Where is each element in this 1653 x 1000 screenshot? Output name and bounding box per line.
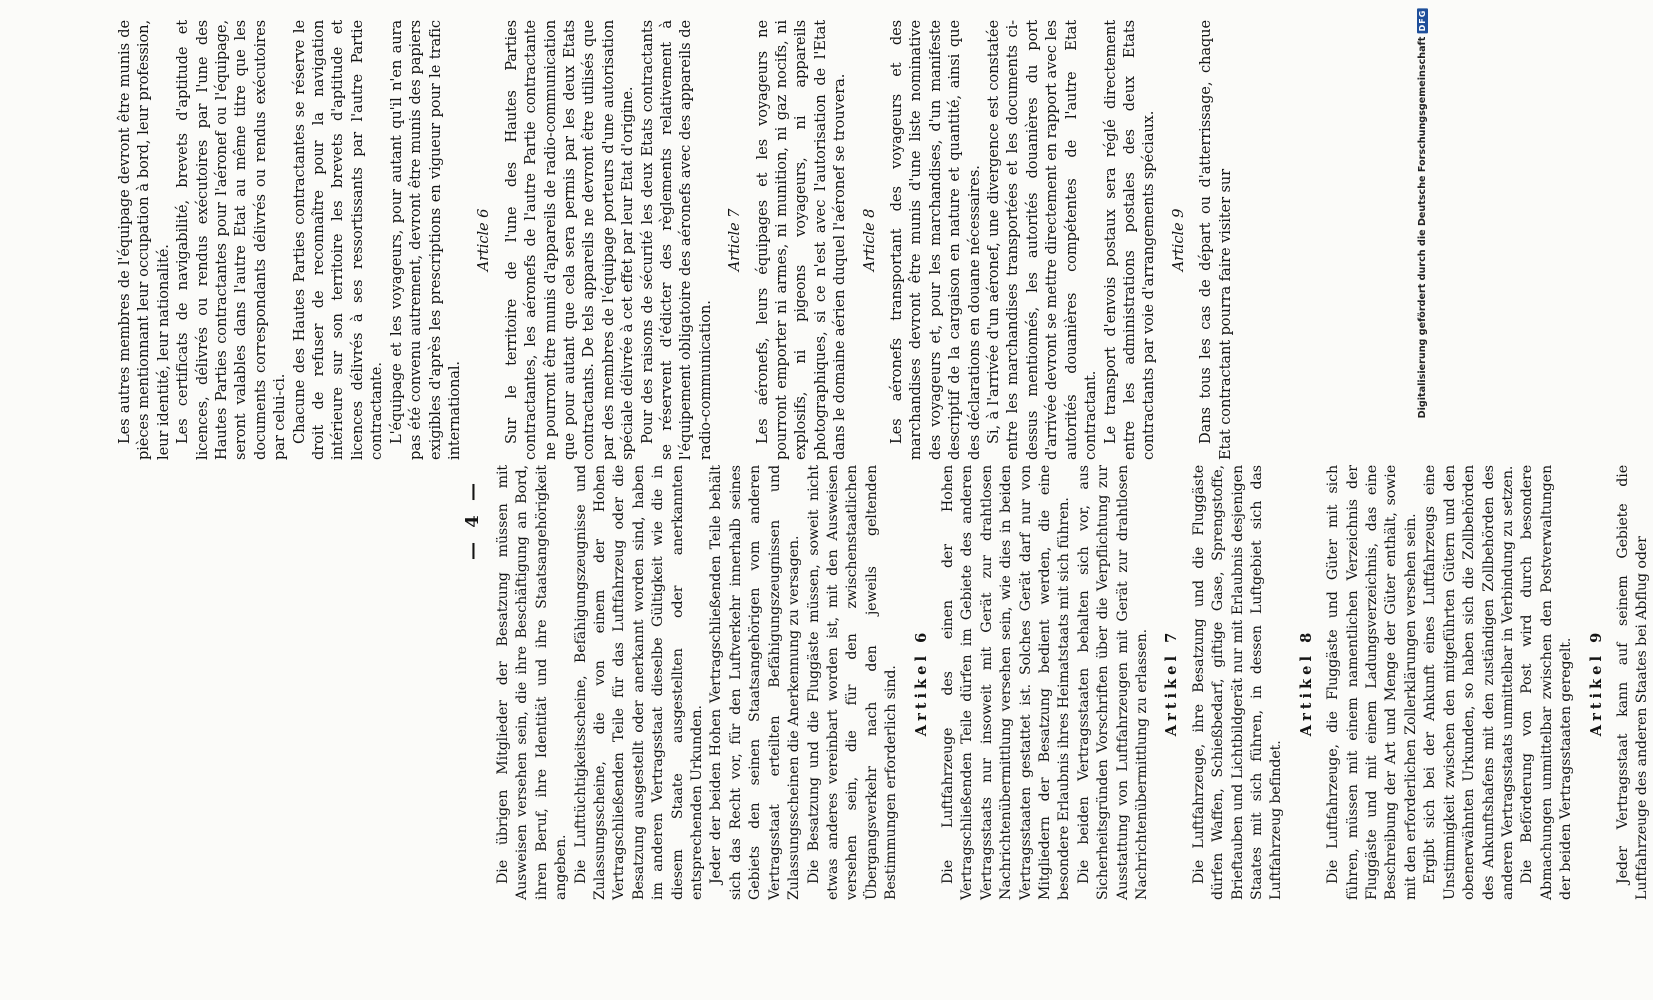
german-paragraph: Die Besatzung und die Fluggäste müssen, soweit nicht etwas anderes vereinbart worden ist, mit den Ausweisen versehen sein, die für den zwischenstaatlichen Übergangsverkehr nach den jeweils geltenden Bestimmungen erforderlich sind. <box>805 465 900 900</box>
german-article-heading: Artikel 8 <box>1297 628 1315 737</box>
french-article-heading: Article 6 <box>475 208 493 272</box>
german-paragraph: Jeder der beiden Hohen Vertragschließenden Teile behält sich das Recht vor, für den Luftverkehr innerhalb seines Gebiets den seinen Staatsangehörigen vom anderen Vertragsstaat erteilten Befähigungszeugnissen und Zulassungsscheinen die Anerkennung zu versagen. <box>708 465 803 900</box>
german-paragraph: Die beiden Vertragsstaaten behalten sich vor, aus Sicherheitsgründen Vorschriften über die Verpflichtung zur Ausstattung von Luftfahrzeugen mit Gerät zur drahtlosen Nachrichtenübermittlung zu erlassen. <box>1075 465 1150 900</box>
german-paragraph: Die Luftfahrzeuge des einen der Hohen Vertragschließenden Teile dürfen im Gebiete des anderen Vertragsstaats nur insoweit mit Gerät zur drahtlosen Nachrichtenübermittlung versehen sein, wie dies in beiden Vertragsstaaten gestattet ist. Solches Gerät darf nur von Mitgliedern der Besatzung bedient werden, die eine besondere Erlaubnis ihres Heimatstaats mit sich führen. <box>939 465 1073 900</box>
french-paragraph: Chacune des Hautes Parties contractantes se réserve le droit de refuser de reconnaître pour la navigation intérieure sur son territoire les brevets d'aptitude et licences délivrés à ses ressortissants par l'autre Partie contractante. <box>290 20 386 460</box>
german-paragraph: Die Luftfahrzeuge, ihre Besatzung und die Fluggäste dürfen Waffen, Schießbedarf, giftige Gase, Sprengstoffe, Brieftauben und Lichtbildgerät nur mit Erlaubnis desjenigen Staates mit sich führen, in dessen Luftgebiet sich das Luftfahrzeug befindet. <box>1190 465 1285 900</box>
french-paragraph: Sur le territoire de l'une des Hautes Parties contractantes, les aéronefs de l'autre Partie contractante ne pourront être munis d'appareils de radio-communication que pour autant que cela sera permis par les deux Etats contractants. De tels appareils ne devront être utilisés que par des membres de l'équipage porteurs d'une autorisation spéciale délivrée à cet effet par leur Etat d'origine. <box>502 20 637 460</box>
dfg-watermark-text: Digitalisierung gefördert durch die Deutsche Forschungsgemeinschaft <box>1417 36 1428 419</box>
french-paragraph: Si, à l'arrivée d'un aéronef, une divergence est constatée entre les marchandises transportées et les documents ci-dessus mentionnés, les autorités douanières du port d'arrivée devront se mettre directement en rapport avec les autorités douanières compétentes de l'autre Etat contractant. <box>985 20 1100 460</box>
french-article-heading: Article 7 <box>726 208 744 272</box>
german-paragraph: Die übrigen Mitglieder der Besatzung müssen mit Ausweisen versehen sein, die ihre Beschäftigung an Bord, ihren Beruf, ihre Identität und ihre Staatsangehörigkeit angeben. <box>495 465 570 900</box>
german-article-heading: Artikel 6 <box>912 628 930 737</box>
german-paragraph: Die Beförderung von Post wird durch besondere Abmachungen unmittelbar zwischen den Postverwaltungen der beiden Vertragsstaaten geregelt. <box>1519 465 1575 900</box>
french-paragraph: Les autres membres de l'équipage devront être munis de pièces mentionnant leur occupation à bord, leur profession, leur identité, leur nationalité. <box>116 20 172 460</box>
german-paragraph: Die Luftfahrzeuge, die Fluggäste und Güter mit sich führen, müssen mit einem namentlichen Verzeichnis der Fluggäste und mit einem Ladungsverzeichnis, das eine Beschreibung der Art und Menge der Güter enthält, sowie mit den erforderlichen Zollerklärungen versehen sein. <box>1325 465 1419 900</box>
german-article-heading: Artikel 9 <box>1587 628 1605 737</box>
german-paragraph: Ergibt sich bei der Ankunft eines Luftfahrzeugs eine Unstimmigkeit zwischen den mitgeführten Gütern und den obenerwähnten Urkunden, so haben sich die Zollbehörden des Ankunftshafens mit den zuständigen Zollbehörden des anderen Vertragsstaats unmittelbar in Verbindung zu setzen. <box>1422 465 1516 900</box>
french-paragraph: L'équipage et les voyageurs, pour autant qu'il n'en aura pas été convenu autrement, devront être munis des papiers exigibles d'après les prescriptions en vigueur pour le trafic international. <box>387 20 463 460</box>
page-number: — 4 — <box>462 478 483 560</box>
french-article-heading: Article 9 <box>1169 208 1187 272</box>
german-paragraph: Die Lufttüchtigkeitsscheine, Befähigungszeugnisse und Zulassungsscheine, die von einem der Hohen Vertragschließenden Teile für das Luftfahrzeug oder die Besatzung ausgestellt oder anerkannt worden sind, haben im anderen Vertragsstaat dieselbe Gültigkeit wie die in diesem Staate ausgestellten oder anerkannten entsprechenden Urkunden. <box>572 465 706 900</box>
french-paragraph: Les aéronefs, leurs équipages et les voyageurs ne pourront emporter ni armes, ni munition, ni gaz nocifs, ni explosifs, ni pigeons voyageurs, ni appareils photographiques, si ce n'est avec l'autorisation de l'Etat dans le domaine aérien duquel l'aéronef se trouvera. <box>753 20 849 460</box>
rotated-page <box>0 20 1651 1000</box>
german-article-heading: Artikel 7 <box>1163 628 1181 737</box>
french-paragraph: Pour des raisons de sécurité les deux Etats contractants se réservent d'édicter des règlements relativement à l'équipement obligatoire des aéronefs avec des appareils de radio-communication. <box>638 20 714 460</box>
german-paragraph: Jeder Vertragsstaat kann auf seinem Gebiete die Luftfahrzeuge des anderen Staates bei Abflug oder <box>1614 465 1651 900</box>
german-column <box>494 465 1653 900</box>
french-paragraph: Dans tous les cas de départ ou d'atterrissage, chaque Etat contractant pourra faire visiter sur <box>1197 20 1234 460</box>
french-column <box>115 20 1235 460</box>
french-paragraph: Le transport d'envois postaux sera réglé directement entre les administrations postales des deux Etats contractants par voie d'arrangements spéciaux. <box>1101 20 1158 460</box>
french-article-heading: Article 8 <box>860 208 878 272</box>
french-paragraph: Les certificats de navigabilité, brevets d'aptitude et licences, délivrés ou rendus exécutoires par l'une des Hautes Parties contractantes pour l'aéronef ou l'équipage, seront valables dans l'autre Etat au même titre que les documents correspondants délivrés ou rendus exécutoires par celui-ci. <box>174 20 289 460</box>
dfg-logo: DFG <box>1418 10 1427 32</box>
french-paragraph: Les aéronefs transportant des voyageurs et des marchandises devront être munis d'une liste nominative des voyageurs et, pour les marchandises, d'un manifeste descriptif de la cargaison en nature et quantité, ainsi que des déclarations en douane nécessaires. <box>888 20 983 460</box>
